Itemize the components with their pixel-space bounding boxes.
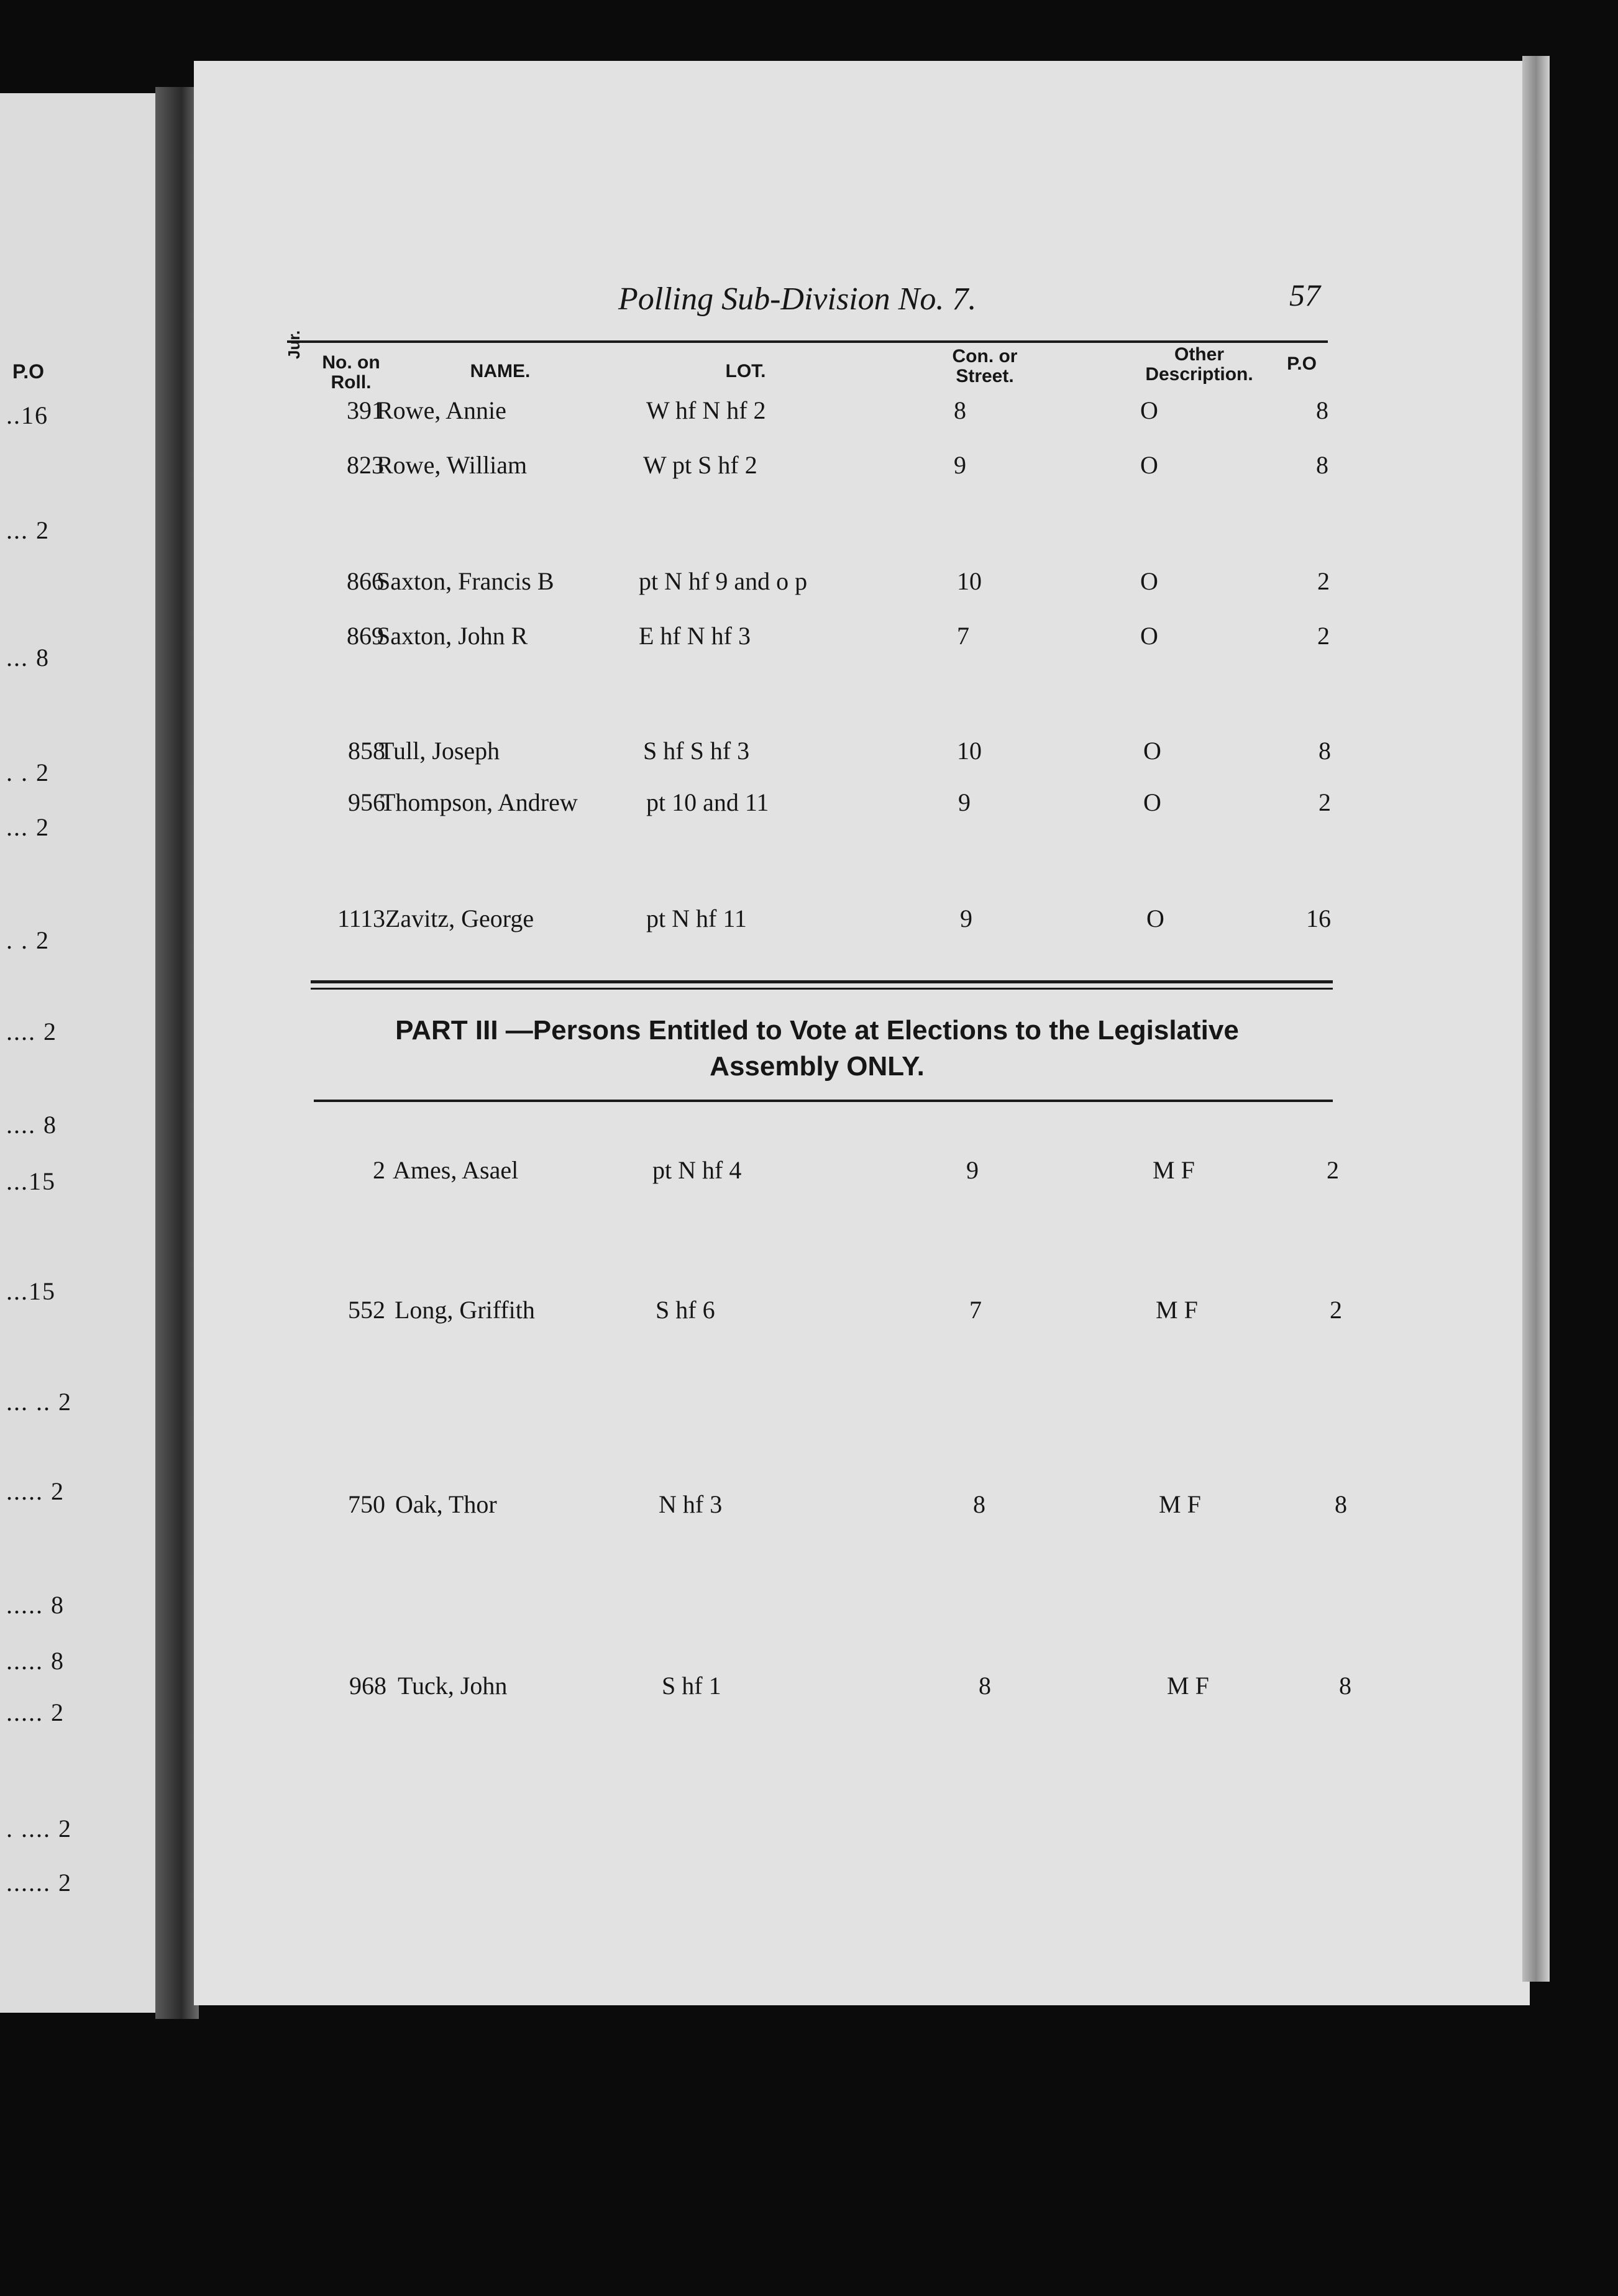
left-fragment: . . 2 — [6, 758, 50, 786]
concession: 10 — [957, 567, 982, 595]
left-fragment: .... 2 — [6, 1018, 57, 1046]
voter-name: Saxton, Francis B — [377, 567, 554, 595]
voter-name: Long, Griffith — [395, 1296, 535, 1324]
description: O — [1140, 451, 1158, 479]
post-office: 2 — [1317, 622, 1330, 650]
description: O — [1140, 622, 1158, 650]
column-header-other-description: Other Description. — [1145, 344, 1253, 385]
column-header-lot: LOT. — [725, 361, 766, 381]
roll-number: 750 — [348, 1490, 385, 1518]
voter-name: Tull, Joseph — [379, 737, 500, 765]
left-fragment: . .... 2 — [6, 1815, 72, 1843]
concession: 7 — [969, 1296, 982, 1324]
concession: 8 — [954, 396, 966, 424]
lot: W pt S hf 2 — [643, 451, 757, 479]
description: O — [1143, 737, 1161, 765]
table-row — [0, 736, 1618, 767]
post-office: 8 — [1316, 451, 1328, 479]
page-number: 57 — [1289, 278, 1320, 312]
roll-number: 858 — [348, 737, 385, 765]
left-fragment: ... 2 — [6, 516, 50, 544]
column-header-jur: Jur. — [285, 330, 303, 359]
description: M F — [1159, 1490, 1201, 1518]
post-office: 8 — [1339, 1672, 1351, 1700]
book-gutter — [155, 87, 199, 2019]
voter-name: Zavitz, George — [385, 904, 534, 932]
voter-name: Rowe, Annie — [377, 396, 506, 424]
description: M F — [1156, 1296, 1198, 1324]
post-office: 2 — [1317, 567, 1330, 595]
description: O — [1140, 567, 1158, 595]
header-rule — [287, 340, 1328, 343]
part-iii-title-line2: Assembly ONLY. — [710, 1051, 925, 1082]
concession: 7 — [957, 622, 969, 650]
description: O — [1143, 788, 1161, 816]
lot: S hf 1 — [662, 1672, 721, 1700]
concession: 8 — [973, 1490, 985, 1518]
table-row — [0, 1295, 1618, 1326]
post-office: 16 — [1306, 904, 1331, 932]
table-row — [0, 1155, 1618, 1187]
concession: 9 — [954, 451, 966, 479]
left-fragment: ..... 8 — [6, 1647, 65, 1675]
table-row — [0, 621, 1618, 652]
roll-number: 1113 — [337, 904, 385, 932]
description: O — [1146, 904, 1164, 932]
concession: 8 — [979, 1672, 991, 1700]
roll-number: 823 — [347, 451, 384, 479]
left-fragment: .... 8 — [6, 1111, 57, 1139]
post-office: 2 — [1327, 1156, 1339, 1184]
voter-name: Oak, Thor — [395, 1490, 497, 1518]
table-row — [0, 788, 1618, 819]
post-office: 2 — [1319, 788, 1331, 816]
left-fragment: ..... 8 — [6, 1591, 65, 1619]
lot: pt N hf 9 and o p — [639, 567, 808, 595]
table-row — [0, 904, 1618, 935]
voter-name: Rowe, William — [377, 451, 528, 479]
lot: N hf 3 — [659, 1490, 723, 1518]
lot: S hf S hf 3 — [643, 737, 750, 765]
left-fragment: ... 2 — [6, 813, 50, 841]
voter-name: Thompson, Andrew — [380, 788, 578, 816]
column-header-po: P.O — [1287, 353, 1317, 374]
column-header-no-on-roll: No. on Roll. — [322, 352, 380, 393]
table-row — [0, 450, 1618, 481]
lot: E hf N hf 3 — [639, 622, 751, 650]
section-rule — [311, 988, 1333, 990]
concession: 9 — [958, 788, 971, 816]
left-fragment: ..... 2 — [6, 1477, 65, 1505]
concession: 9 — [966, 1156, 979, 1184]
left-fragment: ...15 — [6, 1167, 56, 1195]
lot: pt 10 and 11 — [646, 788, 769, 816]
post-office: 8 — [1319, 737, 1331, 765]
left-fragment: ...15 — [6, 1277, 56, 1305]
left-fragment: ..... 2 — [6, 1698, 65, 1726]
voter-name: Saxton, John R — [377, 622, 528, 650]
left-po-header: P.O — [12, 360, 44, 383]
concession: 9 — [960, 904, 972, 932]
table-row — [0, 1490, 1618, 1521]
table-row — [0, 567, 1618, 598]
table-row — [0, 396, 1618, 427]
roll-number: 2 — [373, 1156, 385, 1184]
left-fragment: ...... 2 — [6, 1869, 72, 1897]
lot: pt N hf 4 — [652, 1156, 742, 1184]
column-header-con-or-street: Con. or Street. — [952, 346, 1018, 386]
section-rule — [311, 980, 1333, 983]
left-fragment: ... 8 — [6, 644, 50, 672]
page-title: Polling Sub-Division No. 7. — [618, 281, 977, 317]
lot: pt N hf 11 — [646, 904, 747, 932]
left-fragment: ... .. 2 — [6, 1388, 72, 1416]
roll-number: 956 — [348, 788, 385, 816]
lot: S hf 6 — [656, 1296, 715, 1324]
column-header-name: NAME. — [470, 361, 531, 381]
roll-number: 552 — [348, 1296, 385, 1324]
concession: 10 — [957, 737, 982, 765]
post-office: 8 — [1316, 396, 1328, 424]
description: M F — [1167, 1672, 1209, 1700]
section-rule — [314, 1100, 1333, 1102]
voter-name: Ames, Asael — [393, 1156, 519, 1184]
roll-number: 866 — [347, 567, 384, 595]
table-row — [0, 1671, 1618, 1702]
lot: W hf N hf 2 — [646, 396, 766, 424]
left-fragment: . . 2 — [6, 926, 50, 954]
part-iii-title — [301, 1013, 1333, 1085]
roll-number: 968 — [349, 1672, 386, 1700]
voter-name: Tuck, John — [398, 1672, 508, 1700]
post-office: 2 — [1330, 1296, 1342, 1324]
roll-number: 869 — [347, 622, 384, 650]
part-iii-title-line1: PART III —Persons Entitled to Vote at Elections to the Legislative — [395, 1015, 1239, 1046]
description: M F — [1153, 1156, 1195, 1184]
post-office: 8 — [1335, 1490, 1347, 1518]
left-fragment: ..16 — [6, 401, 48, 429]
description: O — [1140, 396, 1158, 424]
roll-number: 391 — [347, 396, 384, 424]
